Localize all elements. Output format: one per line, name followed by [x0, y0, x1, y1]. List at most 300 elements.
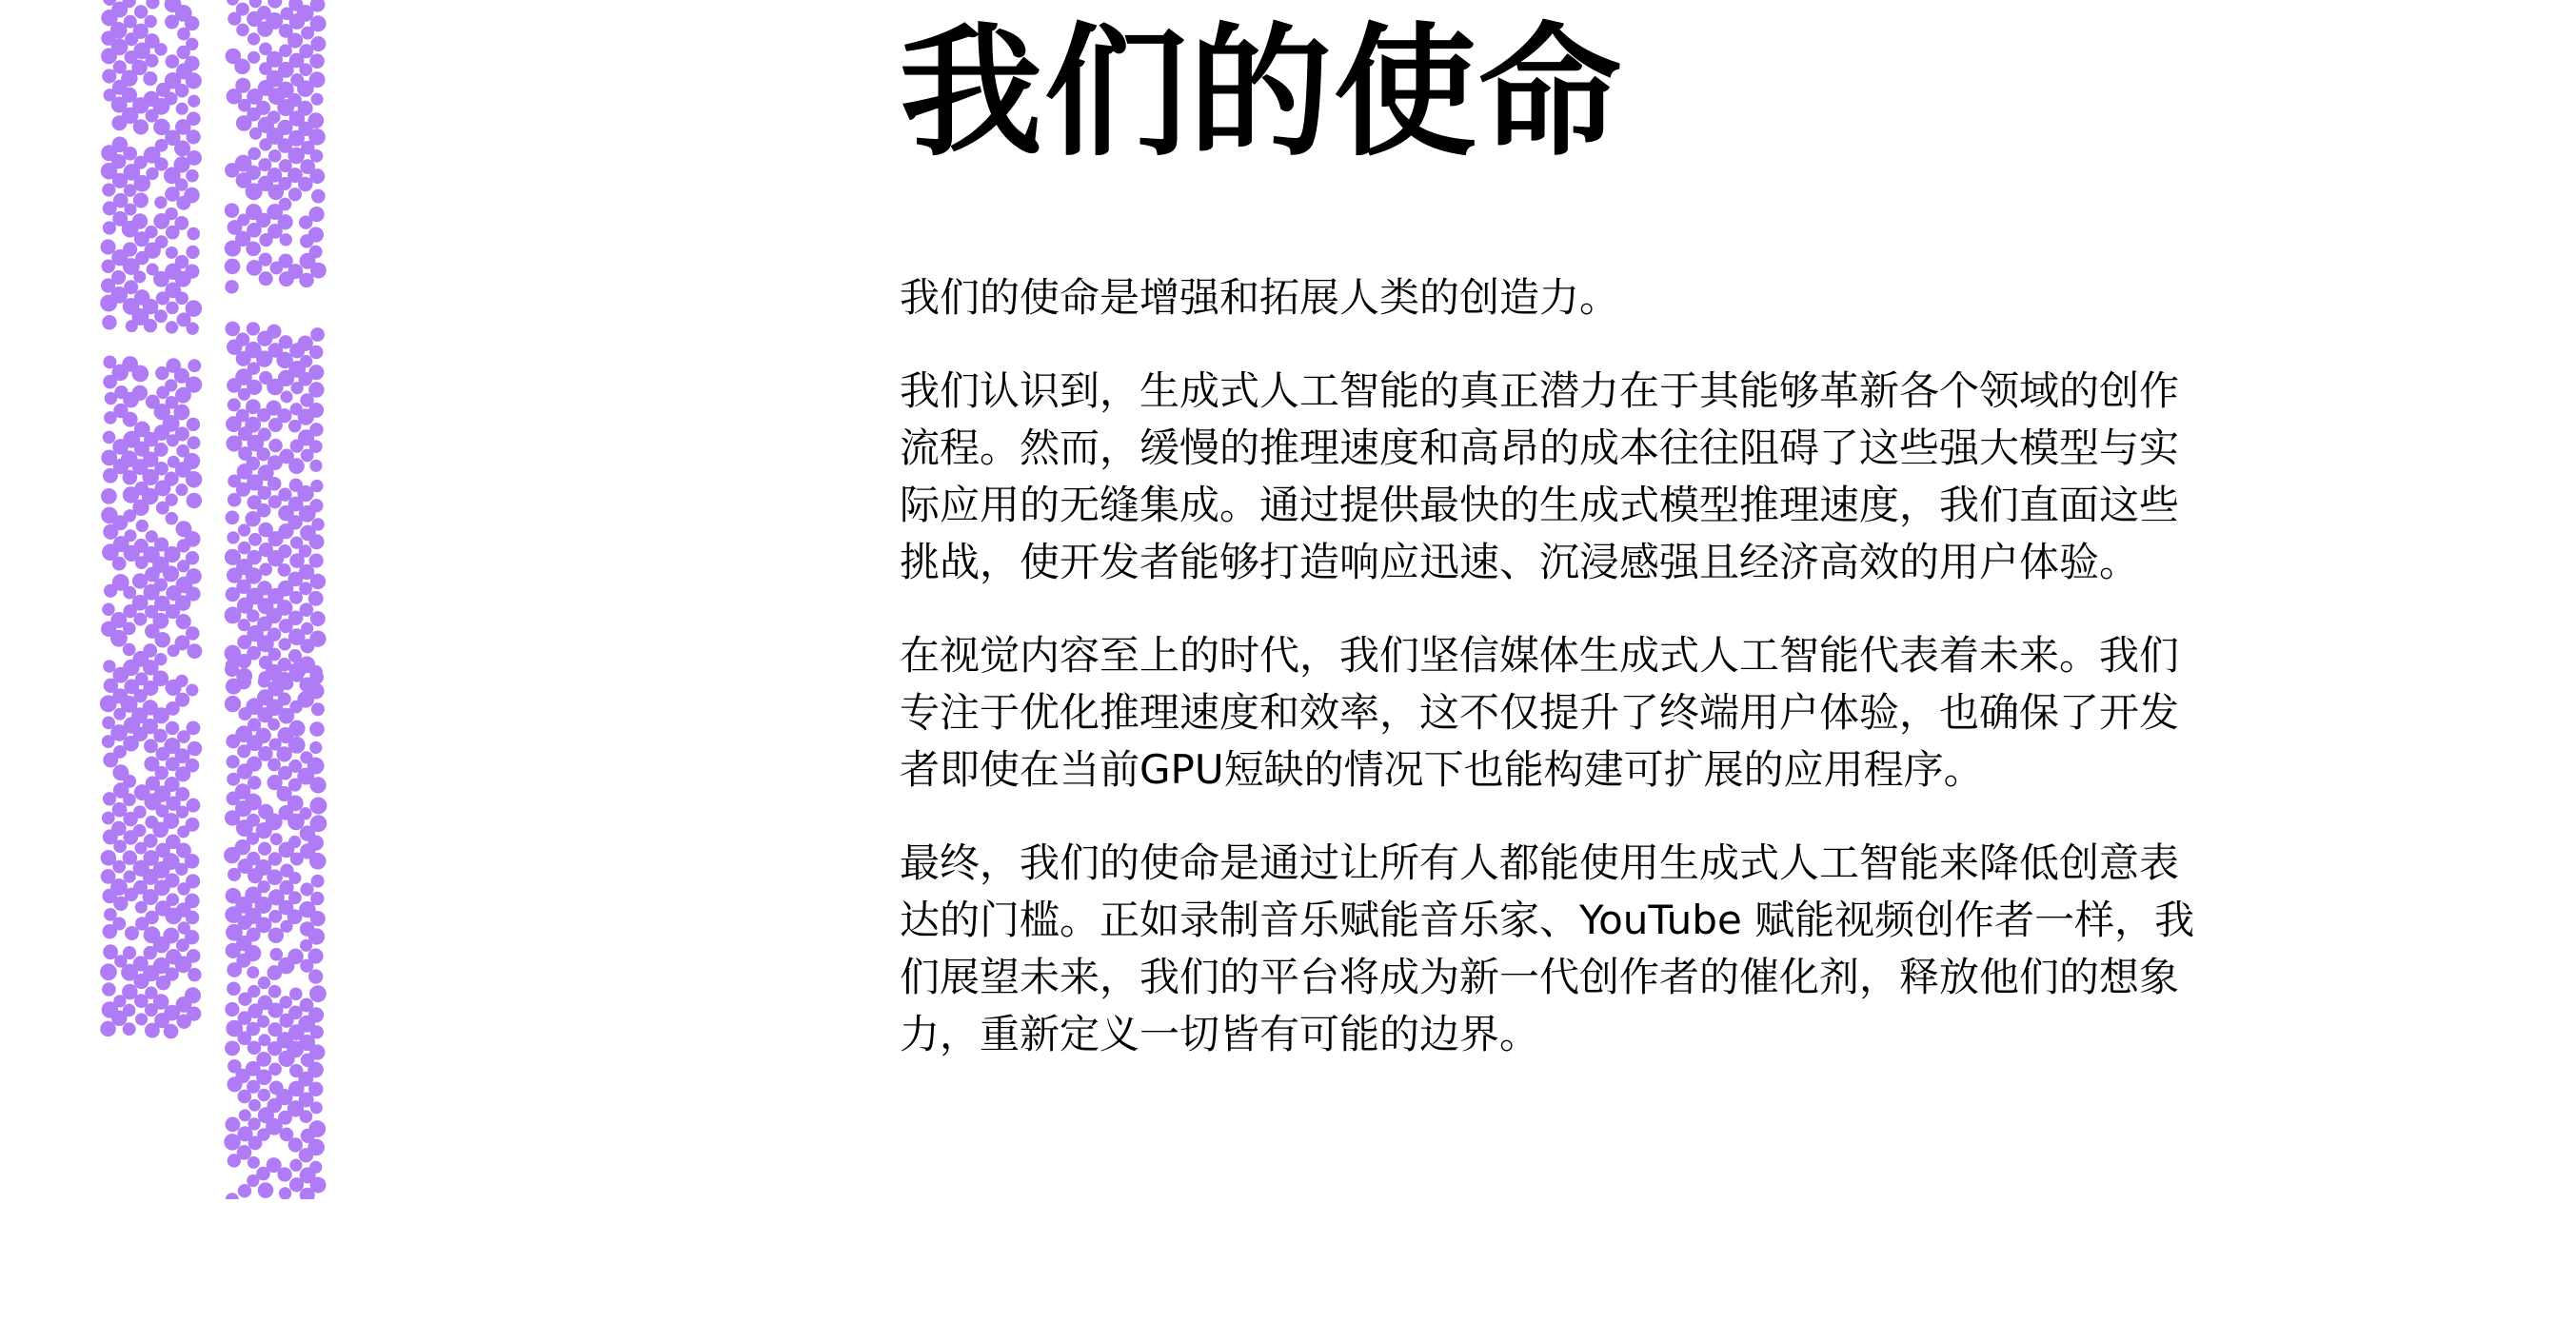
pattern-dot	[288, 458, 305, 474]
pattern-dot	[165, 207, 178, 221]
pattern-dot	[186, 38, 198, 50]
pattern-dot	[299, 582, 312, 595]
pattern-dot	[247, 322, 260, 335]
pattern-dot	[133, 270, 146, 283]
mission-paragraph-3: 在视觉内容至上的时代，我们坚信媒体生成式人工智能代表着未来。我们专注于优化推理速度和效率，这不仅提升了终端用户体验，也确保了开发者即使在当前GPU短缺的情况下也能构建可扩展的应用程序。	[900, 631, 2180, 793]
pattern-dot	[258, 842, 271, 856]
pattern-dot	[308, 365, 324, 380]
pattern-dot	[310, 1101, 323, 1114]
pattern-dot	[185, 930, 199, 944]
pattern-dot	[185, 987, 201, 1003]
pattern-dot	[257, 1016, 269, 1028]
pattern-dot	[239, 1109, 251, 1121]
pattern-dot	[279, 198, 292, 211]
pattern-dot	[308, 1120, 326, 1137]
pattern-dot	[187, 1006, 201, 1020]
pattern-dot	[248, 985, 260, 997]
mission-paragraph-1: 我们的使命是增强和拓展人类的创造力。	[900, 273, 1620, 321]
pattern-dot	[154, 43, 167, 55]
pattern-dot	[299, 63, 312, 76]
pattern-dot	[308, 835, 324, 850]
pattern-dot	[288, 737, 306, 754]
pattern-dot	[309, 985, 327, 1002]
pattern-dot	[281, 390, 293, 403]
pattern-dot	[259, 252, 272, 266]
pattern-dot	[143, 71, 157, 86]
page-title: 我们的使命	[900, 10, 1624, 176]
pattern-dot	[187, 493, 202, 508]
pattern-dot	[238, 523, 250, 536]
pattern-dot	[288, 1137, 303, 1152]
pattern-dot	[277, 1167, 291, 1181]
pattern-dot	[154, 309, 168, 323]
pattern-dot	[258, 158, 271, 171]
pattern-dot	[249, 0, 262, 8]
pattern-dot	[186, 759, 200, 773]
pattern-dot	[226, 322, 241, 337]
pattern-dot	[288, 891, 302, 904]
pattern-dot	[308, 207, 324, 222]
pattern-dot	[123, 622, 136, 635]
pattern-dot	[175, 291, 188, 305]
pattern-dot	[311, 875, 325, 888]
pattern-dot	[236, 668, 252, 684]
pattern-dot	[309, 423, 324, 437]
pattern-dot	[299, 807, 311, 819]
pattern-dot	[307, 112, 324, 128]
pattern-dot	[175, 693, 189, 707]
pattern-dot	[301, 622, 313, 635]
pattern-dot	[133, 119, 149, 134]
pattern-dot	[309, 460, 322, 472]
pattern-dot	[187, 643, 202, 659]
pattern-dot	[246, 242, 261, 257]
pattern-dot	[123, 147, 137, 161]
pattern-dot	[144, 15, 156, 28]
pattern-dot	[255, 728, 271, 744]
pattern-dot	[102, 183, 115, 196]
pattern-dot	[225, 1002, 239, 1016]
pattern-dot	[299, 544, 312, 558]
pattern-dot	[238, 1184, 251, 1197]
pattern-dot	[225, 203, 239, 217]
pattern-dot	[308, 591, 324, 606]
pattern-dot	[307, 1062, 324, 1078]
pattern-dot	[131, 60, 148, 76]
pattern-dot	[144, 739, 158, 753]
pattern-dot	[124, 204, 136, 216]
pattern-dot	[309, 534, 325, 549]
pattern-dot	[248, 533, 262, 546]
pattern-dot	[310, 327, 325, 342]
pattern-dot	[287, 795, 304, 811]
pattern-dot	[166, 247, 178, 259]
pattern-dot	[124, 280, 138, 294]
pattern-dot	[112, 918, 126, 931]
pattern-dot	[247, 380, 262, 395]
pattern-dot	[165, 92, 178, 106]
pattern-dot	[188, 359, 201, 372]
pattern-dot	[123, 946, 136, 959]
pattern-dot	[186, 471, 202, 487]
pattern-dot	[308, 382, 324, 397]
pattern-dot	[287, 33, 303, 49]
pattern-dot	[309, 553, 324, 567]
pattern-dot	[309, 798, 327, 815]
pattern-dot	[289, 987, 303, 1000]
pattern-dot	[185, 894, 200, 909]
pattern-dot	[309, 853, 327, 870]
pattern-dot	[248, 1156, 260, 1169]
mission-paragraph-2: 我们认识到，生成式人工智能的真正潜力在于其能够革新各个领域的创作流程。然而，缓慢的推理速度和高昂的成本往往阻碍了这些强大模型与实际应用的无缝集成。通过提供最快的生成式模型推理速度，我们直面这些挑战，使开发者能够打造响应迅速、沉浸感强且经济高效的用户体验。	[900, 366, 2180, 585]
pattern-dot	[310, 574, 326, 589]
pattern-dot	[259, 671, 271, 683]
pattern-dot	[176, 103, 188, 115]
pattern-dot	[186, 169, 199, 183]
pattern-dot	[309, 741, 322, 754]
pattern-dot	[258, 1182, 274, 1198]
pattern-dot	[307, 682, 324, 699]
pattern-dot	[112, 557, 127, 571]
pattern-dot	[288, 662, 306, 680]
pattern-dot	[186, 683, 198, 696]
pattern-dot	[185, 16, 199, 30]
pattern-dot	[135, 1013, 148, 1025]
pattern-dot	[309, 1044, 325, 1059]
pattern-dot	[175, 426, 189, 441]
pattern-dot	[225, 1040, 240, 1056]
pattern-dot	[123, 775, 136, 788]
pattern-dot	[134, 5, 148, 18]
pattern-dot	[173, 405, 189, 421]
pattern-dot	[186, 376, 202, 392]
pattern-dot	[236, 3, 249, 16]
pattern-dot	[112, 860, 126, 874]
pattern-dot	[248, 51, 260, 64]
pattern-dot	[154, 462, 168, 476]
pattern-dot	[268, 1062, 282, 1076]
pattern-dot	[101, 239, 116, 254]
pattern-dot	[270, 833, 283, 845]
pattern-dot	[175, 484, 188, 496]
pattern-dot	[309, 665, 323, 679]
pattern-dot	[269, 948, 283, 961]
pattern-dot	[288, 872, 301, 884]
pattern-dot	[307, 948, 323, 963]
pattern-dot	[259, 562, 272, 576]
pattern-dot	[185, 854, 200, 869]
mission-section	[900, 10, 2213, 1063]
pattern-dot	[123, 1022, 136, 1036]
pattern-dot	[187, 111, 201, 126]
pattern-dot	[102, 812, 115, 825]
pattern-dot	[186, 551, 199, 564]
pattern-dot	[300, 602, 314, 617]
pattern-dot	[175, 84, 189, 98]
pattern-dot	[300, 1110, 313, 1123]
pattern-dot	[165, 379, 177, 391]
pattern-dot	[154, 632, 170, 648]
pattern-dot	[100, 963, 117, 980]
pattern-dot	[309, 499, 323, 512]
pattern-dot	[310, 36, 326, 51]
pattern-dot	[123, 643, 136, 657]
pattern-dot	[188, 741, 203, 757]
pattern-dot	[267, 325, 281, 339]
pattern-dot	[133, 824, 147, 838]
pattern-dot	[280, 233, 292, 246]
pattern-dot	[237, 1145, 252, 1160]
pattern-dot	[175, 675, 188, 687]
pattern-dot	[268, 985, 282, 998]
pattern-dot	[309, 1161, 322, 1174]
pattern-dot	[308, 1082, 323, 1096]
pattern-dot	[133, 613, 147, 626]
pattern-dot	[308, 969, 323, 983]
pattern-dot	[310, 15, 327, 31]
pattern-dot	[259, 271, 273, 286]
pattern-dot	[258, 427, 271, 441]
pattern-dot	[132, 365, 149, 383]
pattern-dot	[248, 32, 260, 45]
pattern-dot	[133, 805, 147, 819]
pattern-dot	[310, 149, 324, 163]
pattern-dot	[186, 129, 200, 144]
pattern-dot	[235, 78, 250, 93]
pattern-dot	[245, 945, 261, 961]
pattern-dot	[186, 246, 199, 259]
pattern-dot	[133, 192, 149, 207]
pattern-dot	[256, 917, 272, 933]
pattern-dot	[308, 928, 325, 944]
pattern-dot	[247, 609, 260, 622]
pattern-dot	[188, 95, 200, 108]
pattern-dot	[186, 568, 201, 583]
pattern-dot	[246, 166, 261, 181]
pattern-dot	[123, 1004, 136, 1017]
pattern-dot	[188, 436, 201, 449]
pattern-dot	[248, 1099, 261, 1112]
pattern-dot	[176, 614, 191, 629]
pattern-dot	[166, 493, 178, 505]
pattern-dot	[186, 626, 200, 641]
pattern-dot	[248, 1117, 260, 1130]
pattern-dot	[268, 439, 283, 453]
pattern-dot	[102, 982, 116, 997]
pattern-dot	[280, 996, 292, 1008]
pattern-dot	[144, 834, 158, 848]
pattern-dot	[287, 949, 304, 965]
pattern-dot	[278, 544, 291, 558]
pattern-dot	[248, 148, 261, 161]
pattern-dot	[132, 385, 148, 401]
pattern-dot	[163, 928, 179, 944]
pattern-dot	[288, 187, 302, 201]
pattern-dot	[310, 815, 327, 832]
pattern-dot	[187, 949, 201, 963]
pattern-dot	[288, 720, 305, 737]
pattern-dot	[256, 101, 270, 115]
pattern-dot	[257, 880, 269, 893]
pattern-dot	[308, 1007, 324, 1022]
pattern-dot	[166, 893, 179, 906]
pattern-dot	[309, 630, 326, 646]
pattern-dot	[310, 611, 326, 626]
pattern-dot	[225, 696, 241, 712]
pattern-dot	[185, 265, 199, 279]
pattern-dot	[309, 345, 323, 359]
pattern-dot	[187, 799, 201, 813]
pattern-dot	[103, 431, 116, 444]
pattern-dot	[228, 398, 241, 411]
pattern-dot	[225, 259, 241, 275]
pattern-dot	[103, 660, 115, 672]
pattern-dot	[154, 443, 168, 457]
mission-paragraph-4: 最终，我们的使命是通过让所有人都能使用生成式人工智能来降低创意表达的门槛。正如录制音乐赋能音乐家、YouTube 赋能视频创作者一样，我们展望未来，我们的平台将成为新一代创作者的催化剂，释放他们的想象力，重新定义一切皆有可能的边界。	[900, 839, 2195, 1057]
pattern-dot	[124, 529, 136, 542]
pattern-dot	[268, 0, 282, 9]
pattern-dot	[268, 719, 280, 731]
pattern-dot	[311, 189, 326, 204]
pattern-dot	[309, 721, 325, 737]
pattern-dot	[309, 777, 326, 793]
pattern-dot	[310, 911, 326, 926]
pattern-dot	[187, 418, 200, 431]
pattern-dot	[307, 758, 325, 775]
pattern-dot	[308, 128, 326, 146]
pattern-dot	[277, 408, 291, 423]
pattern-dot	[298, 101, 313, 116]
pattern-dot	[310, 1025, 324, 1038]
pattern-dot	[184, 453, 200, 469]
pattern-dot	[123, 242, 137, 256]
pattern-dot	[153, 729, 168, 743]
pattern-dot	[185, 56, 200, 71]
pattern-dot	[111, 270, 126, 285]
pattern-dot	[174, 216, 188, 230]
pattern-dot	[247, 966, 259, 978]
pattern-dot	[175, 178, 188, 190]
pattern-dot	[143, 643, 157, 658]
pattern-dot	[309, 53, 325, 69]
pattern-dot	[289, 1159, 302, 1172]
pattern-dot	[175, 787, 189, 801]
pattern-dot	[300, 882, 313, 896]
pattern-dot	[227, 0, 239, 6]
pattern-dot	[165, 873, 179, 887]
pattern-dot	[308, 227, 324, 242]
pattern-dot	[187, 322, 199, 334]
pattern-dot	[145, 54, 158, 68]
pattern-dot	[309, 168, 325, 184]
pattern-dot	[136, 520, 149, 532]
pattern-dot	[164, 1024, 179, 1039]
pattern-dot	[310, 480, 323, 492]
pattern-dot	[309, 71, 326, 88]
pattern-dot	[257, 447, 270, 461]
pattern-dot	[236, 24, 249, 37]
pattern-dot	[227, 755, 240, 768]
pattern-dot	[186, 300, 203, 317]
pattern-dot	[246, 457, 260, 471]
pattern-dot	[309, 246, 323, 259]
decorative-dot-pattern	[90, 0, 376, 1199]
pattern-dot	[234, 59, 250, 75]
pattern-dot	[268, 627, 282, 641]
pattern-dot	[154, 157, 168, 170]
pattern-dot	[165, 512, 178, 525]
pattern-dot	[132, 213, 149, 229]
pattern-dot	[226, 659, 239, 672]
pattern-dot	[278, 692, 291, 705]
pattern-dot	[268, 110, 281, 124]
pattern-dot	[166, 321, 178, 333]
pattern-dot	[278, 563, 291, 577]
pattern-dot	[155, 766, 168, 780]
pattern-dot	[186, 818, 200, 832]
pattern-dot	[186, 586, 200, 601]
pattern-dot	[311, 93, 324, 106]
pattern-dot	[101, 488, 117, 504]
pattern-dot	[145, 226, 158, 239]
pattern-dot	[187, 150, 202, 166]
pattern-dot	[268, 477, 282, 491]
pattern-dot	[186, 72, 202, 89]
pattern-dot	[258, 1089, 270, 1101]
pattern-dot	[248, 776, 261, 789]
pattern-dot	[226, 1193, 239, 1199]
pattern-dot	[309, 440, 323, 453]
pattern-dot	[184, 187, 200, 204]
pattern-dot	[258, 977, 270, 989]
pattern-dot	[188, 968, 201, 981]
pattern-dot	[299, 273, 314, 288]
pattern-dot	[227, 982, 241, 997]
pattern-dot	[225, 280, 238, 293]
pattern-dot	[144, 319, 157, 332]
pattern-dot	[123, 793, 136, 806]
pattern-dot	[166, 302, 179, 315]
pattern-dot	[311, 702, 325, 716]
pattern-dot	[185, 531, 201, 547]
pattern-dot	[154, 653, 167, 665]
pattern-dot	[123, 412, 138, 427]
pattern-dot	[154, 196, 167, 208]
pattern-dot	[256, 1052, 271, 1067]
pattern-dot	[186, 911, 199, 924]
pattern-dot	[310, 263, 327, 279]
pattern-dot	[155, 235, 168, 248]
pattern-dot	[163, 565, 179, 582]
pattern-dot	[227, 531, 239, 543]
pattern-dot	[166, 54, 180, 69]
pattern-dot	[187, 227, 200, 241]
pattern-dot	[146, 0, 159, 10]
pattern-dot	[166, 721, 180, 736]
pattern-dot	[102, 603, 115, 617]
pattern-dot	[310, 1177, 327, 1194]
pattern-dot	[154, 578, 168, 591]
pattern-dot	[308, 403, 324, 418]
pattern-dot	[307, 1139, 325, 1156]
pattern-dot	[310, 892, 324, 905]
pattern-dot	[288, 836, 301, 848]
pattern-dot	[257, 503, 271, 518]
dot-pattern-graphic	[90, 0, 376, 1199]
pattern-dot	[226, 510, 240, 524]
pattern-dot	[152, 613, 168, 629]
pattern-dot	[186, 874, 200, 888]
